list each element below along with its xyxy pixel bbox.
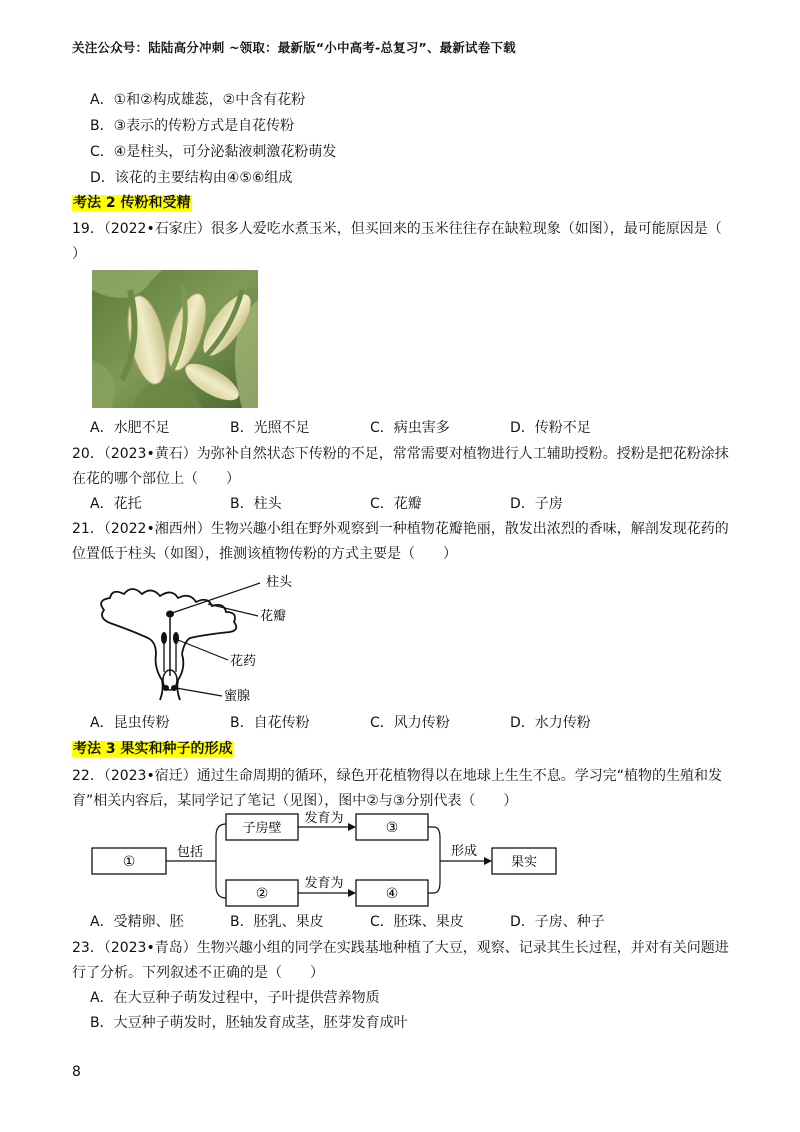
q22-option-c: C．胚珠、果皮 [370, 914, 464, 930]
q19-option-a: A．水肥不足 [90, 420, 170, 436]
q22-option-a: A．受精卵、胚 [90, 914, 184, 930]
box-4-text: ④ [385, 886, 399, 902]
q21-option-b: B．自花传粉 [230, 715, 310, 731]
section-heading-3 [72, 739, 234, 759]
include-label: 包括 [176, 845, 204, 860]
q20-stem-line2: 在花的哪个部位上（ ） [72, 471, 240, 487]
q18-option-b: B．③表示的传粉方式是自花传粉 [90, 118, 295, 134]
q21-option-c: C．风力传粉 [370, 715, 450, 731]
q19-options [90, 418, 650, 438]
q18-option-a: A．①和②构成雄蕊，②中含有花粉 [90, 92, 306, 108]
q19-option-c: C．病虫害多 [370, 420, 450, 436]
develop-top-label: 发育为 [304, 811, 344, 826]
box-3-text: ③ [385, 820, 399, 836]
q20-option-d: D．子房 [510, 496, 563, 512]
flow-diagram [90, 810, 560, 912]
q22-option-b: B．胚乳、果皮 [230, 914, 324, 930]
section-label: 考法 3 [73, 741, 116, 757]
q19-stem-line1: 19．（2022•石家庄）很多人爱吃水煮玉米，但买回来的玉米往往存在缺粒现象（如图），最可能原因是（ [72, 221, 722, 237]
label-anther: 花药 [230, 654, 257, 669]
page-number: 8 [72, 1064, 81, 1080]
section-heading-2 [72, 193, 192, 213]
q22-option-d: D．子房、种子 [510, 914, 605, 930]
q22-stem-line1: 22．（2023•宿迁）通过生命周期的循环，绿色开花植物得以在地球上生生不息。学习完“植物的生殖和发 [72, 768, 722, 784]
q21-stem-line2: 位置低于柱头（如图），推测该植物传粉的方式主要是（ ） [72, 546, 457, 562]
form-label: 形成 [450, 844, 478, 859]
label-nectary: 蜜腺 [224, 689, 251, 704]
q18-option-d: D．该花的主要结构由④⑤⑥组成 [90, 170, 293, 186]
box-1-text: ① [122, 854, 136, 870]
q19-option-b: B．光照不足 [230, 420, 310, 436]
q22-stem-line2: 育”相关内容后，某同学记了笔记（见图），图中②与③分别代表（ ） [72, 793, 518, 809]
ovary-wall-text: 子房壁 [242, 821, 282, 836]
section-title: 传粉和受精 [120, 195, 191, 211]
q21-option-d: D．水力传粉 [510, 715, 591, 731]
q20-option-c: C．花瓣 [370, 496, 422, 512]
fruit-text: 果实 [510, 855, 538, 870]
q21-options [90, 713, 650, 733]
q21-stem-line1: 21．（2022•湘西州）生物兴趣小组在野外观察到一种植物花瓣艳丽，散发出浓烈的香味，解剖发现花药的 [72, 521, 729, 537]
q20-stem-line1: 20．（2023•黄石）为弥补自然状态下传粉的不足，常常需要对植物进行人工辅助授粉。授粉是把花粉涂抹 [72, 446, 729, 462]
develop-bottom-label: 发育为 [304, 876, 344, 891]
q20-options [90, 494, 650, 514]
section-label: 考法 2 [73, 195, 116, 211]
page-header: 关注公众号：陆陆高分冲刺 ~领取：最新版“小中高考-总复习”、最新试卷下载 [72, 40, 516, 55]
corn-photo [92, 270, 258, 408]
flower-diagram [90, 568, 310, 706]
q18-option-c: C．④是柱头，可分泌黏液刺激花粉萌发 [90, 144, 337, 160]
q19-option-d: D．传粉不足 [510, 420, 591, 436]
q19-stem-line2: ） [72, 246, 86, 262]
q21-option-a: A．昆虫传粉 [90, 715, 170, 731]
q20-option-b: B．柱头 [230, 496, 282, 512]
label-stigma: 柱头 [266, 575, 293, 590]
q23-stem-line1: 23．（2023•青岛）生物兴趣小组的同学在实践基地种植了大豆，观察、记录其生长过程，并对有关问题进 [72, 940, 729, 956]
q23-stem-line2: 行了分析。下列叙述不正确的是（ ） [72, 965, 324, 981]
section-title: 果实和种子的形成 [120, 741, 233, 757]
box-2-text: ② [255, 886, 269, 902]
q23-option-a: A．在大豆种子萌发过程中，子叶提供营养物质 [90, 990, 380, 1006]
q22-options [90, 912, 650, 932]
q23-option-b: B．大豆种子萌发时，胚轴发育成茎，胚芽发育成叶 [90, 1015, 408, 1031]
label-petal: 花瓣 [260, 609, 287, 624]
q20-option-a: A．花托 [90, 496, 142, 512]
